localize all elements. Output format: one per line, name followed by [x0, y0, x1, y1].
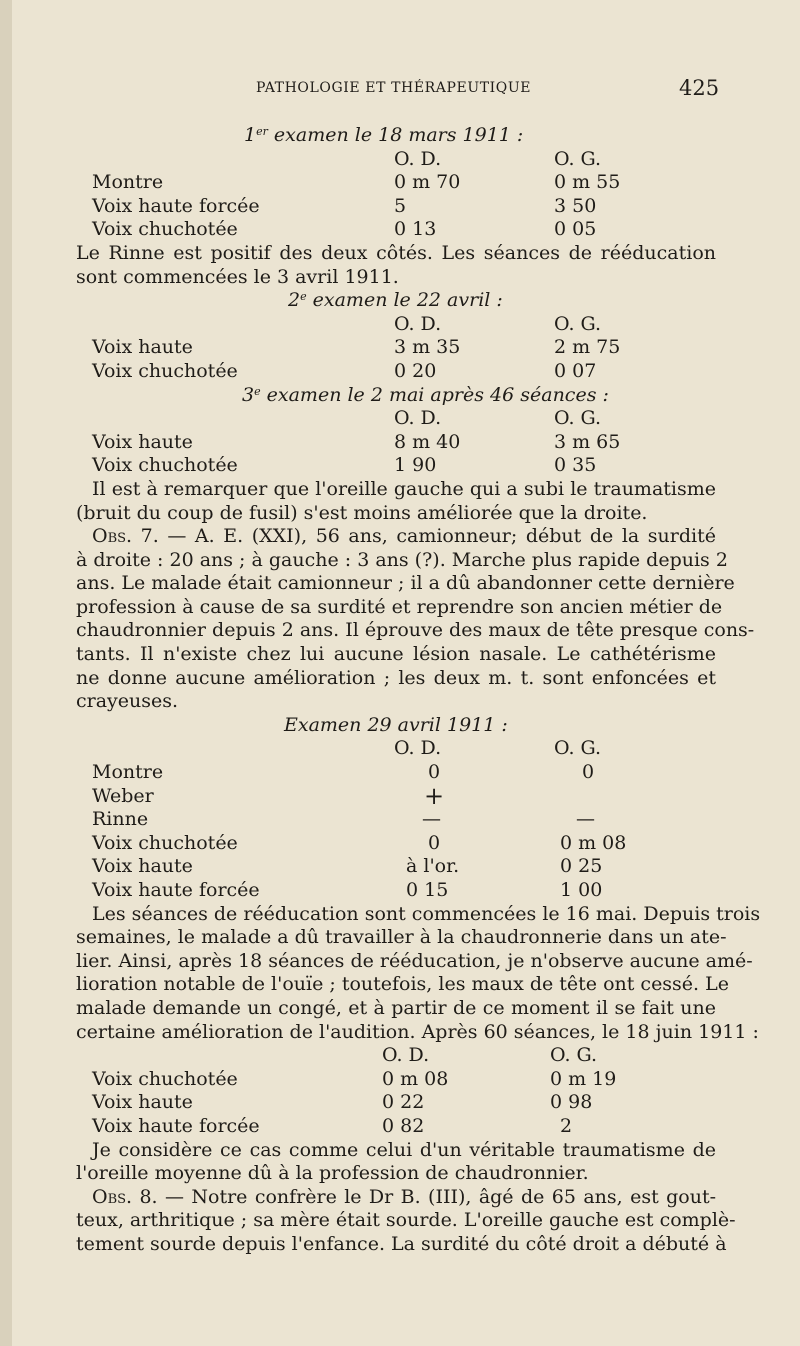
paragraph-line: Il est à remarquer que l'oreille gauche qui a subi le traumatisme — [92, 477, 716, 500]
table-row — [76, 218, 716, 242]
table-row — [76, 781, 716, 810]
page-header — [0, 76, 800, 106]
obs7-first-line — [76, 525, 716, 549]
paragraph-line: lioration notable de l'ouïe ; toutefois, les maux de tête ont cessé. Le — [76, 973, 729, 996]
row-value-od: 0 13 — [394, 218, 437, 241]
paragraph-text: — A. E. (XXI), 56 ans, camionneur; début de la surdité — [158, 525, 716, 548]
exam2-heading — [76, 289, 716, 313]
table-row — [76, 454, 716, 478]
column-header-od: O. D. — [394, 312, 442, 335]
paragraph-line: Je considère ce cas comme celui d'un véritable traumatisme de — [92, 1138, 716, 1161]
row-value-od: à l'or. — [406, 855, 460, 878]
exam3-columns — [76, 407, 716, 431]
paragraph-line: Les séances de rééducation sont commencées le 16 mai. Depuis trois — [92, 902, 761, 925]
row-value-og: 0 05 — [554, 218, 597, 241]
table-row — [76, 808, 716, 832]
row-value-og: 0 25 — [560, 855, 603, 878]
row-label: Weber — [92, 784, 154, 807]
exam1-columns — [76, 148, 716, 172]
row-value-og: 3 m 65 — [554, 430, 621, 453]
row-value-od: 1 90 — [394, 454, 437, 477]
column-header-og: O. G. — [554, 312, 602, 335]
row-value-og: 0 m 08 — [560, 831, 627, 854]
row-value-og: — — [576, 808, 595, 831]
exam1-heading-number: 1 — [244, 124, 257, 146]
table-row — [76, 855, 716, 879]
row-value-og: 0 07 — [554, 359, 597, 382]
row-label: Voix chuchotée — [92, 218, 238, 241]
exam3-heading-sup: e — [254, 384, 261, 398]
column-header-og: O. G. — [554, 737, 602, 760]
table-row — [76, 832, 716, 856]
row-value-od: 0 20 — [394, 359, 437, 382]
page-body — [76, 124, 761, 1257]
row-label: Voix haute forcée — [92, 194, 260, 217]
obs8-label: Obs. 8. — [92, 1185, 158, 1208]
row-value-od: 3 m 35 — [394, 336, 461, 359]
table-row — [76, 761, 716, 785]
row-label: Voix haute — [92, 855, 193, 878]
exam2-heading-number: 2 — [288, 289, 301, 312]
paragraph-line: Le Rinne est positif des deux côtés. Les séances de rééducation — [76, 241, 716, 264]
row-value-og: 3 50 — [554, 194, 597, 217]
exam2-heading-sup: e — [300, 290, 307, 304]
exam1-heading-text: examen le 18 mars 1911 : — [267, 124, 524, 146]
row-value-od: 0 82 — [382, 1114, 425, 1137]
row-value-od: 0 15 — [406, 879, 449, 901]
table-row — [76, 1068, 716, 1092]
table-row — [76, 171, 716, 195]
row-value-od: — — [422, 808, 441, 831]
column-header-og: O. G. — [554, 407, 602, 430]
row-value-od: + — [424, 781, 445, 810]
exam5-columns — [76, 1044, 716, 1068]
paragraph-line: profession à cause de sa surdité et reprendre son ancien métier de — [76, 595, 723, 618]
row-value-og: 0 98 — [550, 1091, 593, 1114]
paragraph-line: certaine amélioration de l'audition. Après 60 séances, le 18 juin 1911 : — [76, 1020, 759, 1043]
row-label: Rinne — [92, 808, 149, 831]
table-row — [76, 1091, 716, 1115]
exam1-heading-sup: er — [256, 125, 268, 138]
column-header-od: O. D. — [394, 737, 442, 760]
row-label: Montre — [92, 171, 164, 194]
row-value-od: 0 m 70 — [394, 171, 461, 194]
column-header-od: O. D. — [394, 147, 442, 170]
column-header-od: O. D. — [382, 1044, 430, 1067]
row-value-og: 1 00 — [560, 879, 603, 901]
table-row — [76, 879, 716, 903]
paragraph-line: ans. Le malade était camionneur ; il a dû abandonner cette dernière — [76, 572, 735, 595]
paragraph-line: chaudronnier depuis 2 ans. Il éprouve des maux de tête presque cons- — [76, 619, 755, 642]
row-value-od: 0 m 08 — [382, 1067, 449, 1090]
row-label: Voix chuchotée — [92, 831, 238, 854]
paragraph-line: (bruit du coup de fusil) s'est moins améliorée que la droite. — [76, 501, 648, 524]
page-number: 425 — [679, 76, 720, 100]
obs7-label: Obs. 7. — [92, 525, 159, 548]
column-header-od: O. D. — [394, 407, 442, 430]
table-row — [76, 360, 716, 384]
exam3-heading-number: 3 — [242, 383, 255, 406]
exam2-columns — [76, 313, 716, 337]
row-label: Voix haute — [92, 336, 193, 359]
exam4-columns — [76, 737, 716, 761]
row-label: Voix haute forcée — [92, 879, 260, 901]
paragraph-line: tement sourde depuis l'enfance. La surdité du côté droit a débuté à — [76, 1232, 727, 1255]
row-label: Voix chuchotée — [92, 1067, 238, 1090]
row-value-od: 0 — [428, 831, 441, 854]
table-row — [76, 195, 716, 219]
row-value-od: 5 — [394, 194, 407, 217]
paragraph-line: tants. Il n'existe chez lui aucune lésion nasale. Le cathétérisme — [76, 643, 716, 666]
paragraph-line: crayeuses. — [76, 690, 179, 713]
paragraph-line: sont commencées le 3 avril 1911. — [76, 265, 399, 288]
row-value-og: 2 m 75 — [554, 336, 621, 359]
paragraph-line: à droite : 20 ans ; à gauche : 3 ans (?). Marche plus rapide depuis 2 — [76, 548, 728, 571]
exam3-heading-text: examen le 2 mai après 46 séances : — [260, 383, 609, 406]
exam4-heading — [76, 714, 716, 738]
row-label: Voix haute — [92, 430, 193, 453]
row-value-od: 0 — [428, 761, 441, 784]
row-value-og: 0 35 — [554, 454, 597, 477]
table-row — [76, 336, 716, 360]
column-header-og: O. G. — [550, 1044, 598, 1067]
row-label: Voix haute — [92, 1091, 193, 1114]
exam3-heading — [76, 384, 716, 408]
row-value-og: 2 — [560, 1114, 573, 1137]
exam1-heading — [76, 124, 716, 148]
row-value-od: 0 22 — [382, 1091, 425, 1114]
row-label: Voix chuchotée — [92, 454, 238, 477]
paragraph-line: semaines, le malade a dû travailler à la chaudronnerie dans un ate- — [76, 926, 727, 949]
exam4-heading-text: Examen 29 avril 1911 : — [284, 713, 508, 736]
row-value-og: 0 — [582, 761, 595, 784]
paragraph-line: teux, arthritique ; sa mère était sourde. L'oreille gauche est complè- — [76, 1209, 736, 1232]
paragraph-line: lier. Ainsi, après 18 séances de rééducation, je n'observe aucune amé- — [76, 949, 753, 972]
exam2-heading-text: examen le 22 avril : — [306, 289, 503, 312]
table-row — [76, 1115, 716, 1139]
obs8-first-line — [76, 1186, 716, 1210]
paragraph-line: ne donne aucune amélioration ; les deux m. t. sont enfoncées et — [76, 666, 716, 689]
row-value-og: 0 m 55 — [554, 171, 621, 194]
paragraph-line: l'oreille moyenne dû à la profession de chaudronnier. — [76, 1162, 589, 1185]
running-title: PATHOLOGIE ET THÉRAPEUTIQUE — [256, 80, 532, 96]
row-label: Voix haute forcée — [92, 1114, 260, 1137]
row-label: Montre — [92, 761, 164, 784]
row-label: Voix chuchotée — [92, 359, 238, 382]
page-edge — [0, 0, 12, 1346]
table-row — [76, 431, 716, 455]
paragraph-line: malade demande un congé, et à partir de ce moment il se fait une — [76, 996, 716, 1019]
row-value-od: 8 m 40 — [394, 430, 461, 453]
row-value-og: 0 m 19 — [550, 1067, 617, 1090]
paragraph-text: — Notre confrère le Dr B. (III), âgé de 65 ans, est gout- — [157, 1185, 716, 1208]
column-header-og: O. G. — [554, 147, 602, 170]
